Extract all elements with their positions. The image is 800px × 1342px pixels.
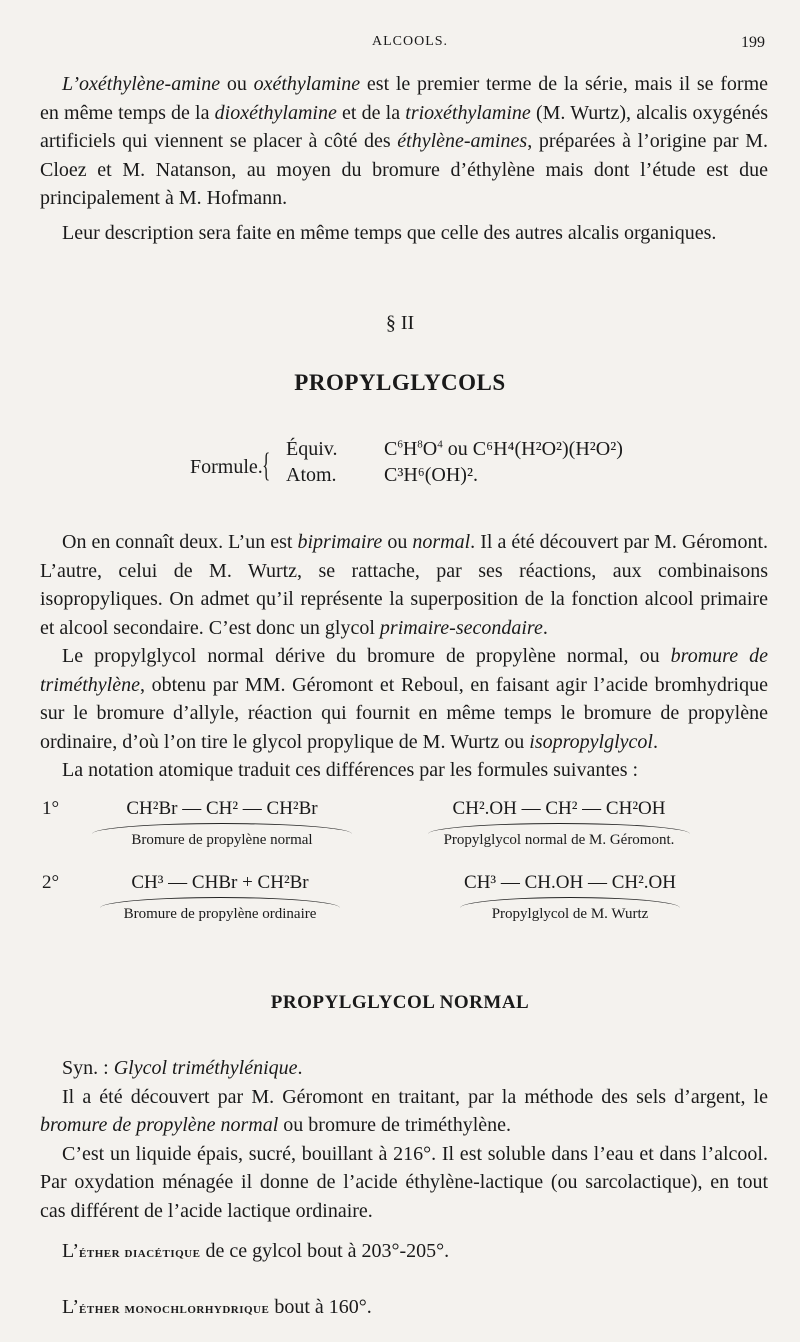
page-number: 199	[741, 34, 765, 51]
formula-2b	[460, 872, 680, 923]
normal-paragraph-1: Il a été découvert par M. Géromont en traitant, par la méthode des sels d’argent, le bromure de propylène normal ou bromure de triméthylène.	[40, 1085, 768, 1136]
header-title: ALCOOLS.	[372, 34, 449, 49]
formula-number-2: 2°	[42, 872, 60, 893]
formula-2a	[100, 872, 340, 923]
body-paragraph-1: On en connaît deux. L’un est biprimaire ou normal. Il a été découvert par M. Géromont. L’autre, celui de M. Wurtz, se rattache, par ses réactions, aux combinaisons isopropyliques. On admet qu’il représente la superposition de la fonction alcool primaire et alcool secondaire. C’est donc un glycol primaire-secondaire.	[40, 531, 769, 639]
formula-brace: {	[262, 447, 271, 484]
formula-1a-text: CH²Br — CH² — CH²Br	[126, 798, 318, 819]
normal-section	[40, 1054, 768, 1225]
body-paragraph-2: Le propylglycol normal dérive du bromure de propylène normal, ou bromure de triméthylène, obtenu par MM. Géromont et Reboul, en faisant agir l’acide bromhydrique sur le bromure d’allyle, réaction qui fournit en même temps le bromure de propylène ordinaire, d’où l’on tire le glycol propylique de M. Wurtz ou isopropylglycol.	[40, 645, 768, 753]
formula-1a	[92, 798, 352, 849]
body-section	[40, 528, 768, 785]
formula-atom-row: Atom. C³H⁶(OH)².	[286, 464, 478, 486]
intro-paragraph-2: Leur description sera faite en même temps que celle des autres alcalis organiques.	[62, 221, 717, 244]
formula-2b-caption: Propylglycol de M. Wurtz	[491, 906, 649, 922]
body-paragraph-3: La notation atomique traduit ces différences par les formules suivantes :	[62, 759, 639, 781]
ether-diacetique-line: L’éther diacétique de ce gylcol bout à 203°-205°.	[62, 1240, 450, 1262]
normal-paragraph-2: C’est un liquide épais, sucré, bouillant à 216°. Il est soluble dans l’eau et dans l’alcool. Par oxydation ménagée il donne de l’acide éthylène-lactique (ou sarcolactique), en tout cas différent de l’acide lactique ordinaire.	[40, 1142, 768, 1222]
intro-paragraph-1: L’oxéthylène-amine ou oxéthylamine est le premier terme de la série, mais il se forme en même temps de la dioxéthylamine et de la trioxéthylamine (M. Wurtz), alcalis oxygénés artificiels qui viennent se placer à côté des éthylène-amines, préparées à l’origine par M. Cloez et M. Natanson, au moyen du bromure d’éthylène mais dont l’étude est due principalement à M. Hofmann.	[40, 73, 769, 209]
formula-2a-caption: Bromure de propylène ordinaire	[123, 906, 317, 922]
heading-propylglycols: PROPYLGLYCOLS	[294, 370, 506, 395]
formula-1b-text: CH².OH — CH² — CH²OH	[452, 798, 666, 819]
formula-equiv-row: Équiv. $C^6H^8O^4$ ou C⁶H⁴(H²O²)(H²O²)	[286, 438, 623, 460]
formula-2a-text: CH³ — CHBr + CH²Br	[131, 872, 309, 893]
formula-2b-text: CH³ — CH.OH — CH².OH	[464, 872, 676, 893]
formula-1a-caption: Bromure de propylène normal	[131, 832, 313, 848]
formula-1b	[428, 798, 690, 849]
intro-section	[40, 70, 768, 247]
formula-1b-caption: Propylglycol normal de M. Géromont.	[443, 832, 675, 848]
synonym-line: Syn. : Glycol triméthylénique.	[62, 1057, 303, 1079]
ether-monochlorhydrique-line: L’éther monochlorhydrique bout à 160°.	[62, 1296, 372, 1318]
formula-label: Formule.	[190, 456, 263, 478]
heading-propylglycol-normal: PROPYLGLYCOL NORMAL	[270, 992, 530, 1013]
running-header	[0, 34, 800, 58]
formula-number-1: 1°	[42, 798, 60, 819]
section-mark: § II	[385, 312, 415, 334]
